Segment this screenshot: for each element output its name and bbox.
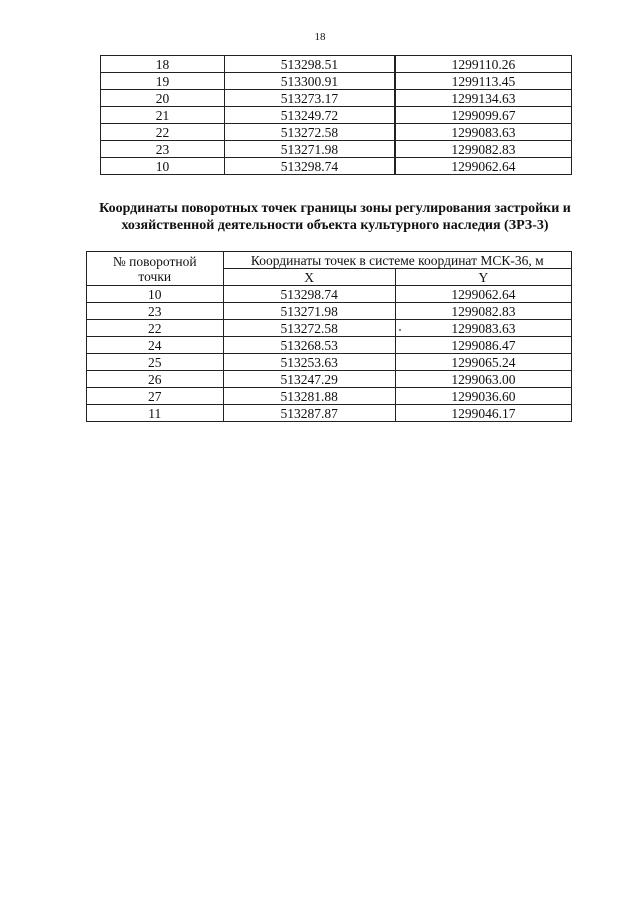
point-number: 20 — [101, 90, 225, 107]
table-row — [87, 303, 572, 320]
table-row — [101, 158, 572, 175]
coord-x: 513300.91 — [225, 73, 395, 90]
coord-y: 1299062.64 — [395, 158, 572, 175]
section-heading — [60, 200, 610, 234]
coord-y: 1299134.63 — [395, 90, 572, 107]
coord-x: 513249.72 — [225, 107, 395, 124]
coord-y: 1299036.60 — [395, 388, 571, 405]
header-point-line-2: точки — [138, 268, 172, 284]
coord-y: 1299086.47 — [395, 337, 571, 354]
table-row — [87, 405, 572, 422]
header-coords: Координаты точек в системе координат МСК-36, м — [223, 252, 571, 269]
table-row — [87, 388, 572, 405]
table-header-row — [87, 252, 572, 269]
coord-x: 513268.53 — [223, 337, 395, 354]
point-number: 22 — [87, 320, 224, 337]
coord-y: 1299065.24 — [395, 354, 571, 371]
table-row — [101, 90, 572, 107]
heading-line-2: хозяйственной деятельности объекта культурного наследия (ЗРЗ-3) — [121, 218, 549, 233]
point-number: 19 — [101, 73, 225, 90]
point-number: 10 — [87, 286, 224, 303]
scan-speck — [399, 329, 401, 331]
point-number: 10 — [101, 158, 225, 175]
coord-x: 513298.74 — [225, 158, 395, 175]
coordinates-table-zrz3 — [86, 251, 572, 422]
header-y: Y — [395, 269, 571, 286]
coord-y: 1299082.83 — [395, 303, 571, 320]
coord-y: 1299062.64 — [395, 286, 571, 303]
coord-x: 513273.17 — [225, 90, 395, 107]
point-number: 24 — [87, 337, 224, 354]
point-number: 11 — [87, 405, 224, 422]
table-row — [87, 286, 572, 303]
table-row — [87, 354, 572, 371]
coord-x: 513247.29 — [223, 371, 395, 388]
table-row — [101, 141, 572, 158]
point-number: 18 — [101, 56, 225, 73]
table-row — [101, 124, 572, 141]
coord-y: 1299099.67 — [395, 107, 572, 124]
coord-x: 513298.74 — [223, 286, 395, 303]
coord-y: 1299113.45 — [395, 73, 572, 90]
header-x: X — [223, 269, 395, 286]
coord-x: 513281.88 — [223, 388, 395, 405]
coord-x: 513287.87 — [223, 405, 395, 422]
coord-y: 1299046.17 — [395, 405, 571, 422]
coord-y: 1299082.83 — [395, 141, 572, 158]
table-row — [101, 73, 572, 90]
coord-x: 513253.63 — [223, 354, 395, 371]
coord-y: 1299083.63 — [395, 124, 572, 141]
coord-x: 513272.58 — [223, 320, 395, 337]
coord-y: 1299063.00 — [395, 371, 571, 388]
heading-line-1: Координаты поворотных точек границы зоны регулирования застройки и — [99, 201, 571, 216]
coord-x: 513271.98 — [223, 303, 395, 320]
table-row — [101, 56, 572, 73]
point-number: 23 — [87, 303, 224, 320]
header-point-number — [87, 252, 224, 286]
coordinates-table-continued — [100, 55, 572, 175]
point-number: 23 — [101, 141, 225, 158]
table-row — [101, 107, 572, 124]
point-number: 27 — [87, 388, 224, 405]
page-number: 18 — [314, 31, 326, 43]
header-point-line-1: № поворотной — [112, 253, 197, 269]
table-row — [87, 371, 572, 388]
coord-y: 1299083.63 — [395, 320, 571, 337]
point-number: 25 — [87, 354, 224, 371]
point-number: 26 — [87, 371, 224, 388]
coord-x: 513298.51 — [225, 56, 395, 73]
coord-x: 513272.58 — [225, 124, 395, 141]
point-number: 21 — [101, 107, 225, 124]
coord-y: 1299110.26 — [395, 56, 572, 73]
table-row — [87, 337, 572, 354]
point-number: 22 — [101, 124, 225, 141]
table-row — [87, 320, 572, 337]
coord-x: 513271.98 — [225, 141, 395, 158]
